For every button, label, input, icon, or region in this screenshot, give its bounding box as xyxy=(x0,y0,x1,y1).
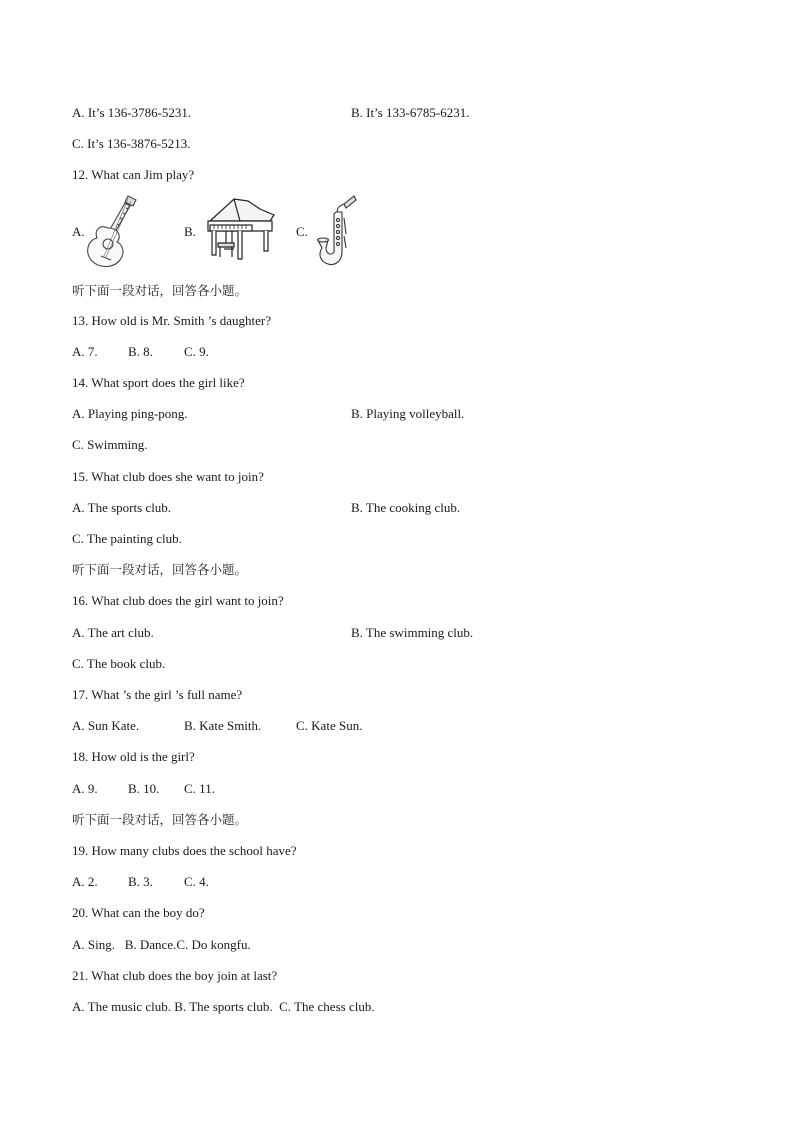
q19-option-a: A. 2. xyxy=(72,874,98,889)
q15-stem: 15. What club does she want to join? xyxy=(72,469,264,484)
q15-option-c: C. The painting club. xyxy=(72,531,182,546)
q21-stem: 21. What club does the boy join at last? xyxy=(72,968,278,983)
q17-option-b: B. Kate Smith. xyxy=(184,718,262,733)
q11-option-c: C. It’s 136-3876-5213. xyxy=(72,136,191,151)
q16-option-c: C. The book club. xyxy=(72,656,166,671)
q15-option-b: B. The cooking club. xyxy=(351,500,461,515)
q19-option-c: C. 4. xyxy=(184,874,209,889)
q20-stem: 20. What can the boy do? xyxy=(72,905,205,920)
q21-options: A. The music club. B. The sports club. C. The chess club. xyxy=(72,999,375,1014)
q18-option-a: A. 9. xyxy=(72,781,98,796)
q13-option-b: B. 8. xyxy=(128,344,153,359)
q20-options: A. Sing. B. Dance.C. Do kongfu. xyxy=(72,937,251,952)
q18-option-b: B. 10. xyxy=(128,781,160,796)
q17-option-c: C. Kate Sun. xyxy=(296,718,363,733)
guitar-icon xyxy=(84,194,140,270)
q16-stem: 16. What club does the girl want to join? xyxy=(72,593,284,608)
q17-stem: 17. What ’s the girl ’s full name? xyxy=(72,687,243,702)
piano-icon xyxy=(204,195,276,265)
q13-stem: 13. How old is Mr. Smith ’s daughter? xyxy=(72,313,271,328)
q14-stem: 14. What sport does the girl like? xyxy=(72,375,245,390)
q17-option-a: A. Sun Kate. xyxy=(72,718,140,733)
q13-option-a: A. 7. xyxy=(72,344,98,359)
q11-option-a: A. It’s 136-3786-5231. xyxy=(72,105,192,120)
q18-stem: 18. How old is the girl? xyxy=(72,749,195,764)
section-header: 听下面一段对话，回答各小题。 xyxy=(72,812,248,827)
q15-option-a: A. The sports club. xyxy=(72,500,172,515)
q19-stem: 19. How many clubs does the school have? xyxy=(72,843,297,858)
q13-option-c: C. 9. xyxy=(184,344,209,359)
saxophone-icon xyxy=(314,194,358,268)
q18-option-c: C. 11. xyxy=(184,781,215,796)
q12-option-b-label: B. xyxy=(184,224,196,239)
q16-option-a: A. The art club. xyxy=(72,625,154,640)
q12-option-a-label: A. xyxy=(72,224,85,239)
q16-option-b: B. The swimming club. xyxy=(351,625,474,640)
q14-option-c: C. Swimming. xyxy=(72,437,148,452)
q12-stem: 12. What can Jim play? xyxy=(72,167,195,182)
section-header: 听下面一段对话，回答各小题。 xyxy=(72,283,248,298)
q19-option-b: B. 3. xyxy=(128,874,153,889)
section-header: 听下面一段对话，回答各小题。 xyxy=(72,562,248,577)
q14-option-a: A. Playing ping-pong. xyxy=(72,406,188,421)
q12-option-c-label: C. xyxy=(296,224,308,239)
q11-option-b: B. It’s 133-6785-6231. xyxy=(351,105,470,120)
q14-option-b: B. Playing volleyball. xyxy=(351,406,465,421)
